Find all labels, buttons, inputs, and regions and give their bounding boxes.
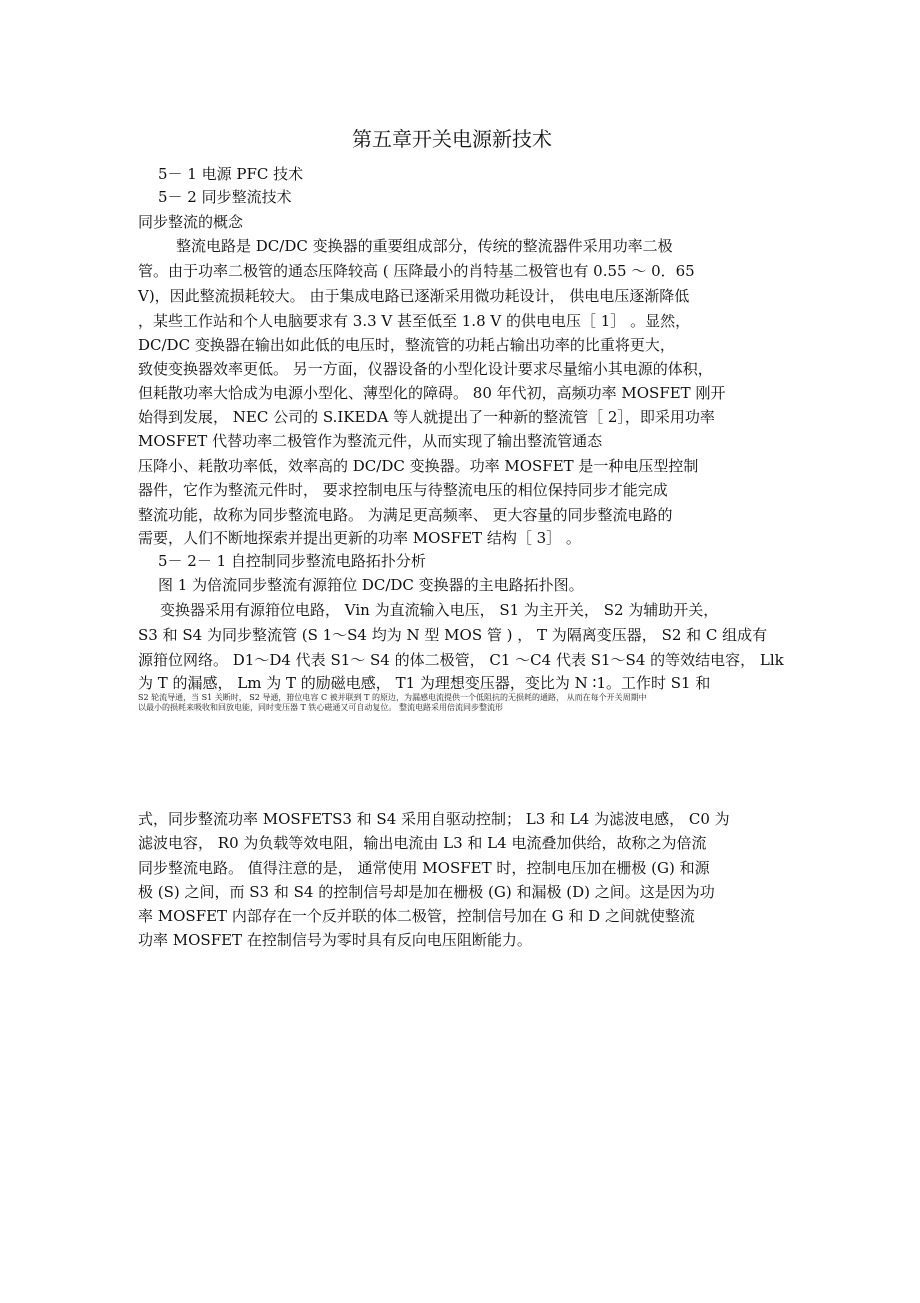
paragraph-line: 同步整流电路。 值得注意的是， 通常使用 MOSFET 时，控制电压加在栅极 (G) 和源: [138, 859, 710, 877]
small-text-line: 以最小的损耗来吸收和回放电能，同时变压器 T 铁心磁通又可自动复位。 整流电路采用倍流同步整流形: [138, 703, 503, 712]
paragraph-line: ，某些工作站和个人电脑要求有 3.3 V 甚至低至 1.8 V 的供电电压［ 1］ 。显然，: [138, 312, 691, 330]
paragraph-line: MOSFET 代替功率二极管作为整流元件，从而实现了输出整流管通态: [138, 432, 603, 450]
paragraph-line: 极 (S) 之间，而 S3 和 S4 的控制信号却是加在栅极 (G) 和漏极 (D) 之间。这是因为功: [138, 883, 715, 901]
paragraph-line: DC/DC 变换器在输出如此低的电压时，整流管的功耗占输出功率的比重将更大，: [138, 336, 675, 354]
small-text-line: S2 轮流导通，当 S1 关断时， S2 导通，箝位电容 C 被并联到 T 的原边，为漏感电流提供一个低阻抗的无损耗的通路， 从而在每个开关周期中: [138, 693, 647, 702]
paragraph-line: 但耗散功率大恰成为电源小型化、薄型化的障碍。 80 年代初，高频功率 MOSFET 刚开: [138, 384, 726, 402]
paragraph-line: 图 1 为倍流同步整流有源箝位 DC/DC 变换器的主电路拓扑图。: [158, 576, 584, 594]
paragraph-line: 率 MOSFET 内部存在一个反并联的体二极管，控制信号加在 G 和 D 之间就使整流: [138, 907, 695, 925]
paragraph-line: 致使变换器效率更低。 另一方面，仪器设备的小型化设计要求尽量缩小其电源的体积，: [138, 360, 713, 378]
section-heading: 5－ 1 电源 PFC 技术: [158, 165, 304, 183]
paragraph-line: V)，因此整流损耗较大。 由于集成电路已逐渐采用微功耗设计， 供电电压逐渐降低: [138, 287, 690, 305]
section-heading: 5－ 2 同步整流技术: [158, 188, 292, 206]
concept-heading: 同步整流的概念: [138, 213, 244, 231]
paragraph-line: 器件，它作为整流元件时， 要求控制电压与待整流电压的相位保持同步才能完成: [138, 481, 668, 499]
paragraph-line: 始得到发展， NEC 公司的 S.IKEDA 等人就提出了一种新的整流管［ 2］，即采用功率: [138, 408, 715, 426]
paragraph-line: 功率 MOSFET 在控制信号为零时具有反向电压阻断能力。: [138, 931, 532, 949]
paragraph-line: S3 和 S4 为同步整流管 (S 1～S4 均为 N 型 MOS 管 ) ， T 为隔离变压器， S2 和 C 组成有: [138, 626, 768, 644]
paragraph-line: 整流功能，故称为同步整流电路。 为满足更高频率、 更大容量的同步整流电路的: [138, 506, 673, 524]
paragraph-line: 源箝位网络。 D1～D4 代表 S1～ S4 的体二极管， C1 ～C4 代表 S1～S4 的等效结电容， Llk: [138, 651, 784, 669]
paragraph-line: 整流电路是 DC/DC 变换器的重要组成部分，传统的整流器件采用功率二极: [176, 237, 673, 255]
paragraph-line: 变换器采用有源箝位电路， Vin 为直流输入电压， S1 为主开关， S2 为辅助开关，: [160, 601, 719, 619]
paragraph-line: 滤波电容， R0 为负载等效电阻，输出电流由 L3 和 L4 电流叠加供给，故称之为倍流: [138, 834, 707, 852]
paragraph-line: 式，同步整流功率 MOSFETS3 和 S4 采用自驱动控制； L3 和 L4 为滤波电感， C0 为: [138, 810, 730, 828]
paragraph-line: 压降小、耗散功率低，效率高的 DC/DC 变换器。功率 MOSFET 是一种电压型控制: [138, 457, 699, 475]
paragraph-line: 为 T 的漏感， Lm 为 T 的励磁电感， T1 为理想变压器，变比为 N ∶1。工作时 S1 和: [138, 674, 711, 692]
paragraph-line: 需要，人们不断地探索并提出更新的功率 MOSFET 结构［ 3］ 。: [138, 529, 581, 547]
paragraph-line: 管。由于功率二极管的通态压降较高 ( 压降最小的肖特基二极管也有 0.55 ～ 0．65: [138, 262, 695, 280]
page-title: 第五章开关电源新技术: [352, 127, 552, 151]
subsection-heading: 5－ 2－ 1 自控制同步整流电路拓扑分析: [158, 552, 426, 570]
